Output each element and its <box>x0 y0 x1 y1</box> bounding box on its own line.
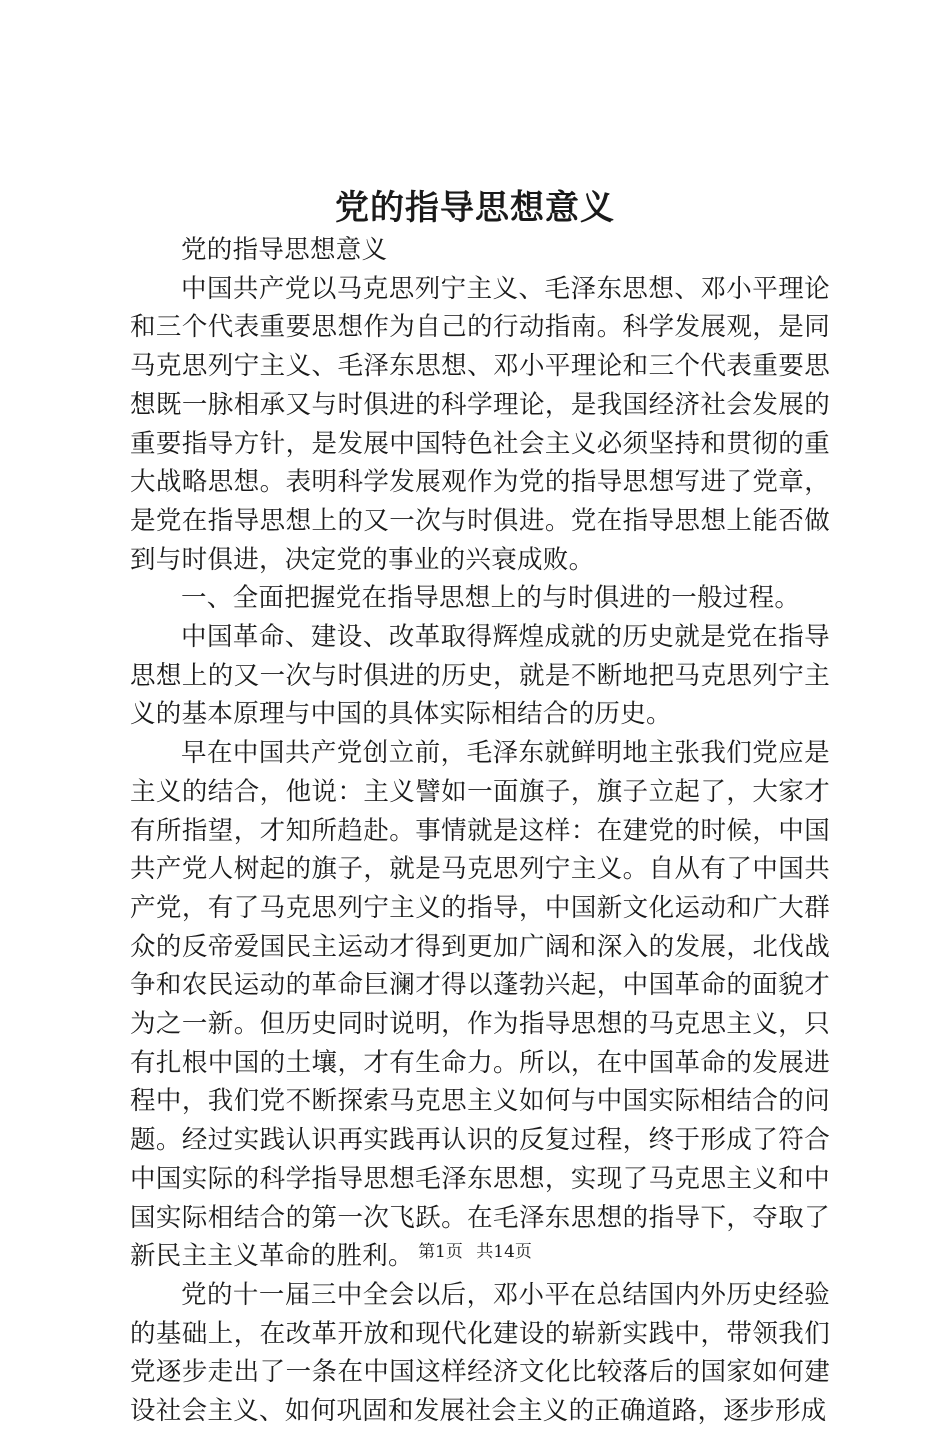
body-paragraph: 党的十一届三中全会以后，邓小平在总结国内外历史经验的基础上，在改革开放和现代化建设的崭新实践中，带领我们党逐步走出了一条在中国这样经济文化比较落后的国家如何建设社会主义、如何巩固和发展社会主义的正确道路，逐步形成 <box>130 1279 830 1427</box>
body-paragraph: 中国革命、建设、改革取得辉煌成就的历史就是党在指导思想上的又一次与时俱进的历史，就是不断地把马克思列宁主义的基本原理与中国的具体实际相结合的历史。 <box>130 622 830 730</box>
page-number: 第1页 <box>418 1242 463 1262</box>
section-heading: 一、全面把握党在指导思想上的与时俱进的一般过程。 <box>181 583 801 614</box>
body-paragraph: 早在中国共产党创立前，毛泽东就鲜明地主张我们党应是主义的结合，他说：主义譬如一面旗子，旗子立起了，大家才有所指望，才知所趋赴。事情就是这样：在建党的时候，中国共产党人树起的旗子，就是马克思列宁主义。自从有了中国共产党，有了马克思列宁主义的指导，中国新文化运动和广大群众的反帝爱国民主运动才得到更加广阔和深入的发展，北伐战争和农民运动的革命巨澜才得以蓬勃兴起，中国革命的面貌才为之一新。但历史同时说明，作为指导思想的马克思主义，只有扎根中国的土壤，才有生命力。所以，在中国革命的发展进程中，我们党不断探索马克思主义如何与中国实际相结合的问题。经过实践认识再实践再认识的反复过程，终于形成了符合中国实际的科学指导思想毛泽东思想，实现了马克思主义和中国实际相结合的第一次飞跃。在毛泽东思想的指导下，夺取了新民主主义革命的胜利。 <box>130 738 830 1272</box>
page-title: 党的指导思想意义 <box>335 188 615 228</box>
body-paragraph: 中国共产党以马克思列宁主义、毛泽东思想、邓小平理论和三个代表重要思想作为自己的行动指南。科学发展观，是同马克思列宁主义、毛泽东思想、邓小平理论和三个代表重要思想既一脉相承又与时俱进的科学理论，是我国经济社会发展的重要指导方针，是发展中国特色社会主义必须坚持和贯彻的重大战略思想。表明科学发展观作为党的指导思想写进了党章，是党在指导思想上的又一次与时俱进。党在指导思想上能否做到与时俱进，决定党的事业的兴衰成败。 <box>130 273 830 575</box>
page-footer <box>0 1240 950 1264</box>
subtitle-paragraph: 党的指导思想意义 <box>181 235 388 265</box>
page-total: 共14页 <box>476 1242 532 1262</box>
